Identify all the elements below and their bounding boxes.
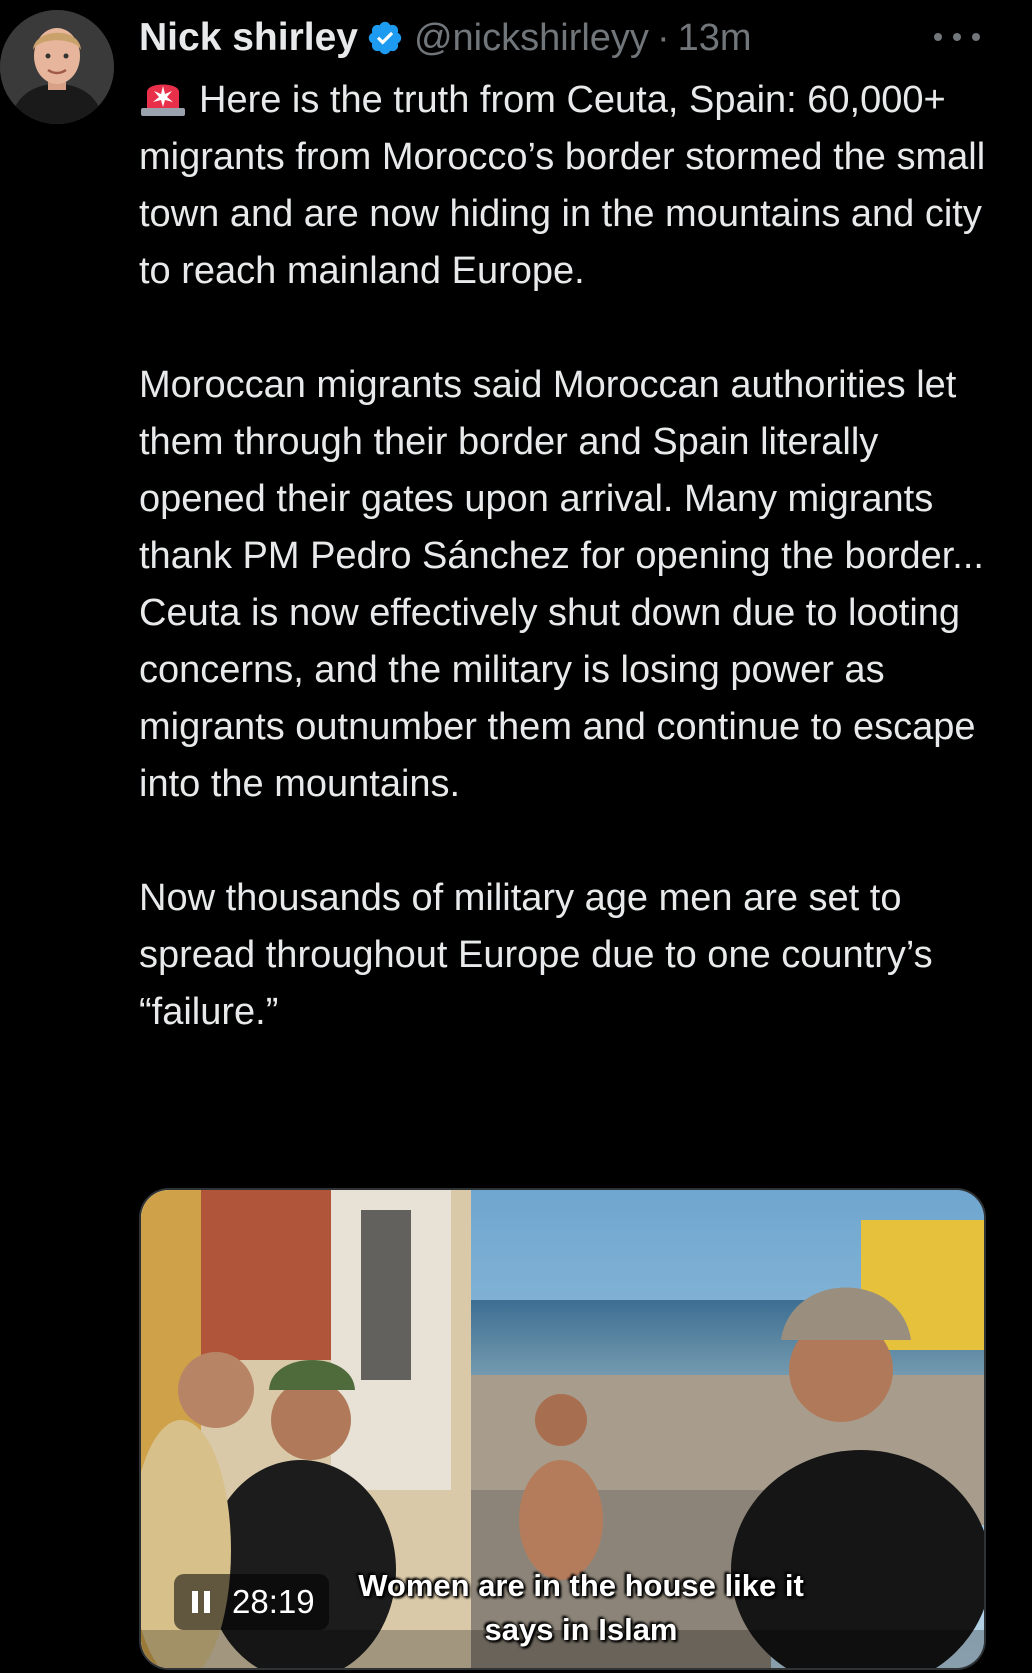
more-dot — [953, 33, 961, 41]
caption-line-2: says in Islam — [484, 1612, 678, 1647]
verified-badge-icon[interactable] — [366, 19, 404, 57]
video-timestamp: 28:19 — [232, 1583, 315, 1620]
tweet-paragraph-3: Now thousands of military age men are set to spread throughout Europe due to one country’s “failure.” — [139, 877, 933, 1033]
author-avatar[interactable] — [0, 10, 114, 124]
more-dot — [934, 33, 942, 41]
tweet-header — [139, 10, 989, 66]
video-player[interactable] — [139, 1188, 986, 1670]
author-display-name[interactable]: Nick shirley — [139, 16, 358, 59]
siren-icon — [139, 74, 187, 118]
tweet-timestamp[interactable]: 13m — [677, 16, 752, 59]
tweet-paragraph-2: Moroccan migrants said Moroccan authorities let them through their border and Spain literally opened their gates upon arrival. Many migrants thank PM Pedro Sánchez for opening the border... Ceuta is now effectively shut down due to looting concerns, and the military is losing power as migrants outnumber them and continue to escape into the mountains. — [139, 364, 984, 805]
more-dot — [972, 33, 980, 41]
paragraph-gap — [139, 813, 1009, 870]
author-handle[interactable]: @nickshirleyy — [413, 16, 649, 59]
caption-line-1: Women are in the house like it — [358, 1568, 804, 1603]
tweet-paragraph-1 — [139, 72, 1009, 300]
video-caption — [291, 1564, 871, 1652]
tweet-text — [139, 72, 1009, 1041]
header-separator: · — [656, 16, 670, 59]
pause-icon[interactable] — [192, 1591, 210, 1613]
paragraph-gap — [139, 300, 1009, 357]
tweet-paragraph-1-text: Here is the truth from Ceuta, Spain: 60,000+ migrants from Morocco’s border stormed the small town and are now hiding in the mountains and city to reach mainland Europe. — [139, 79, 986, 292]
more-options-icon[interactable] — [934, 22, 980, 52]
